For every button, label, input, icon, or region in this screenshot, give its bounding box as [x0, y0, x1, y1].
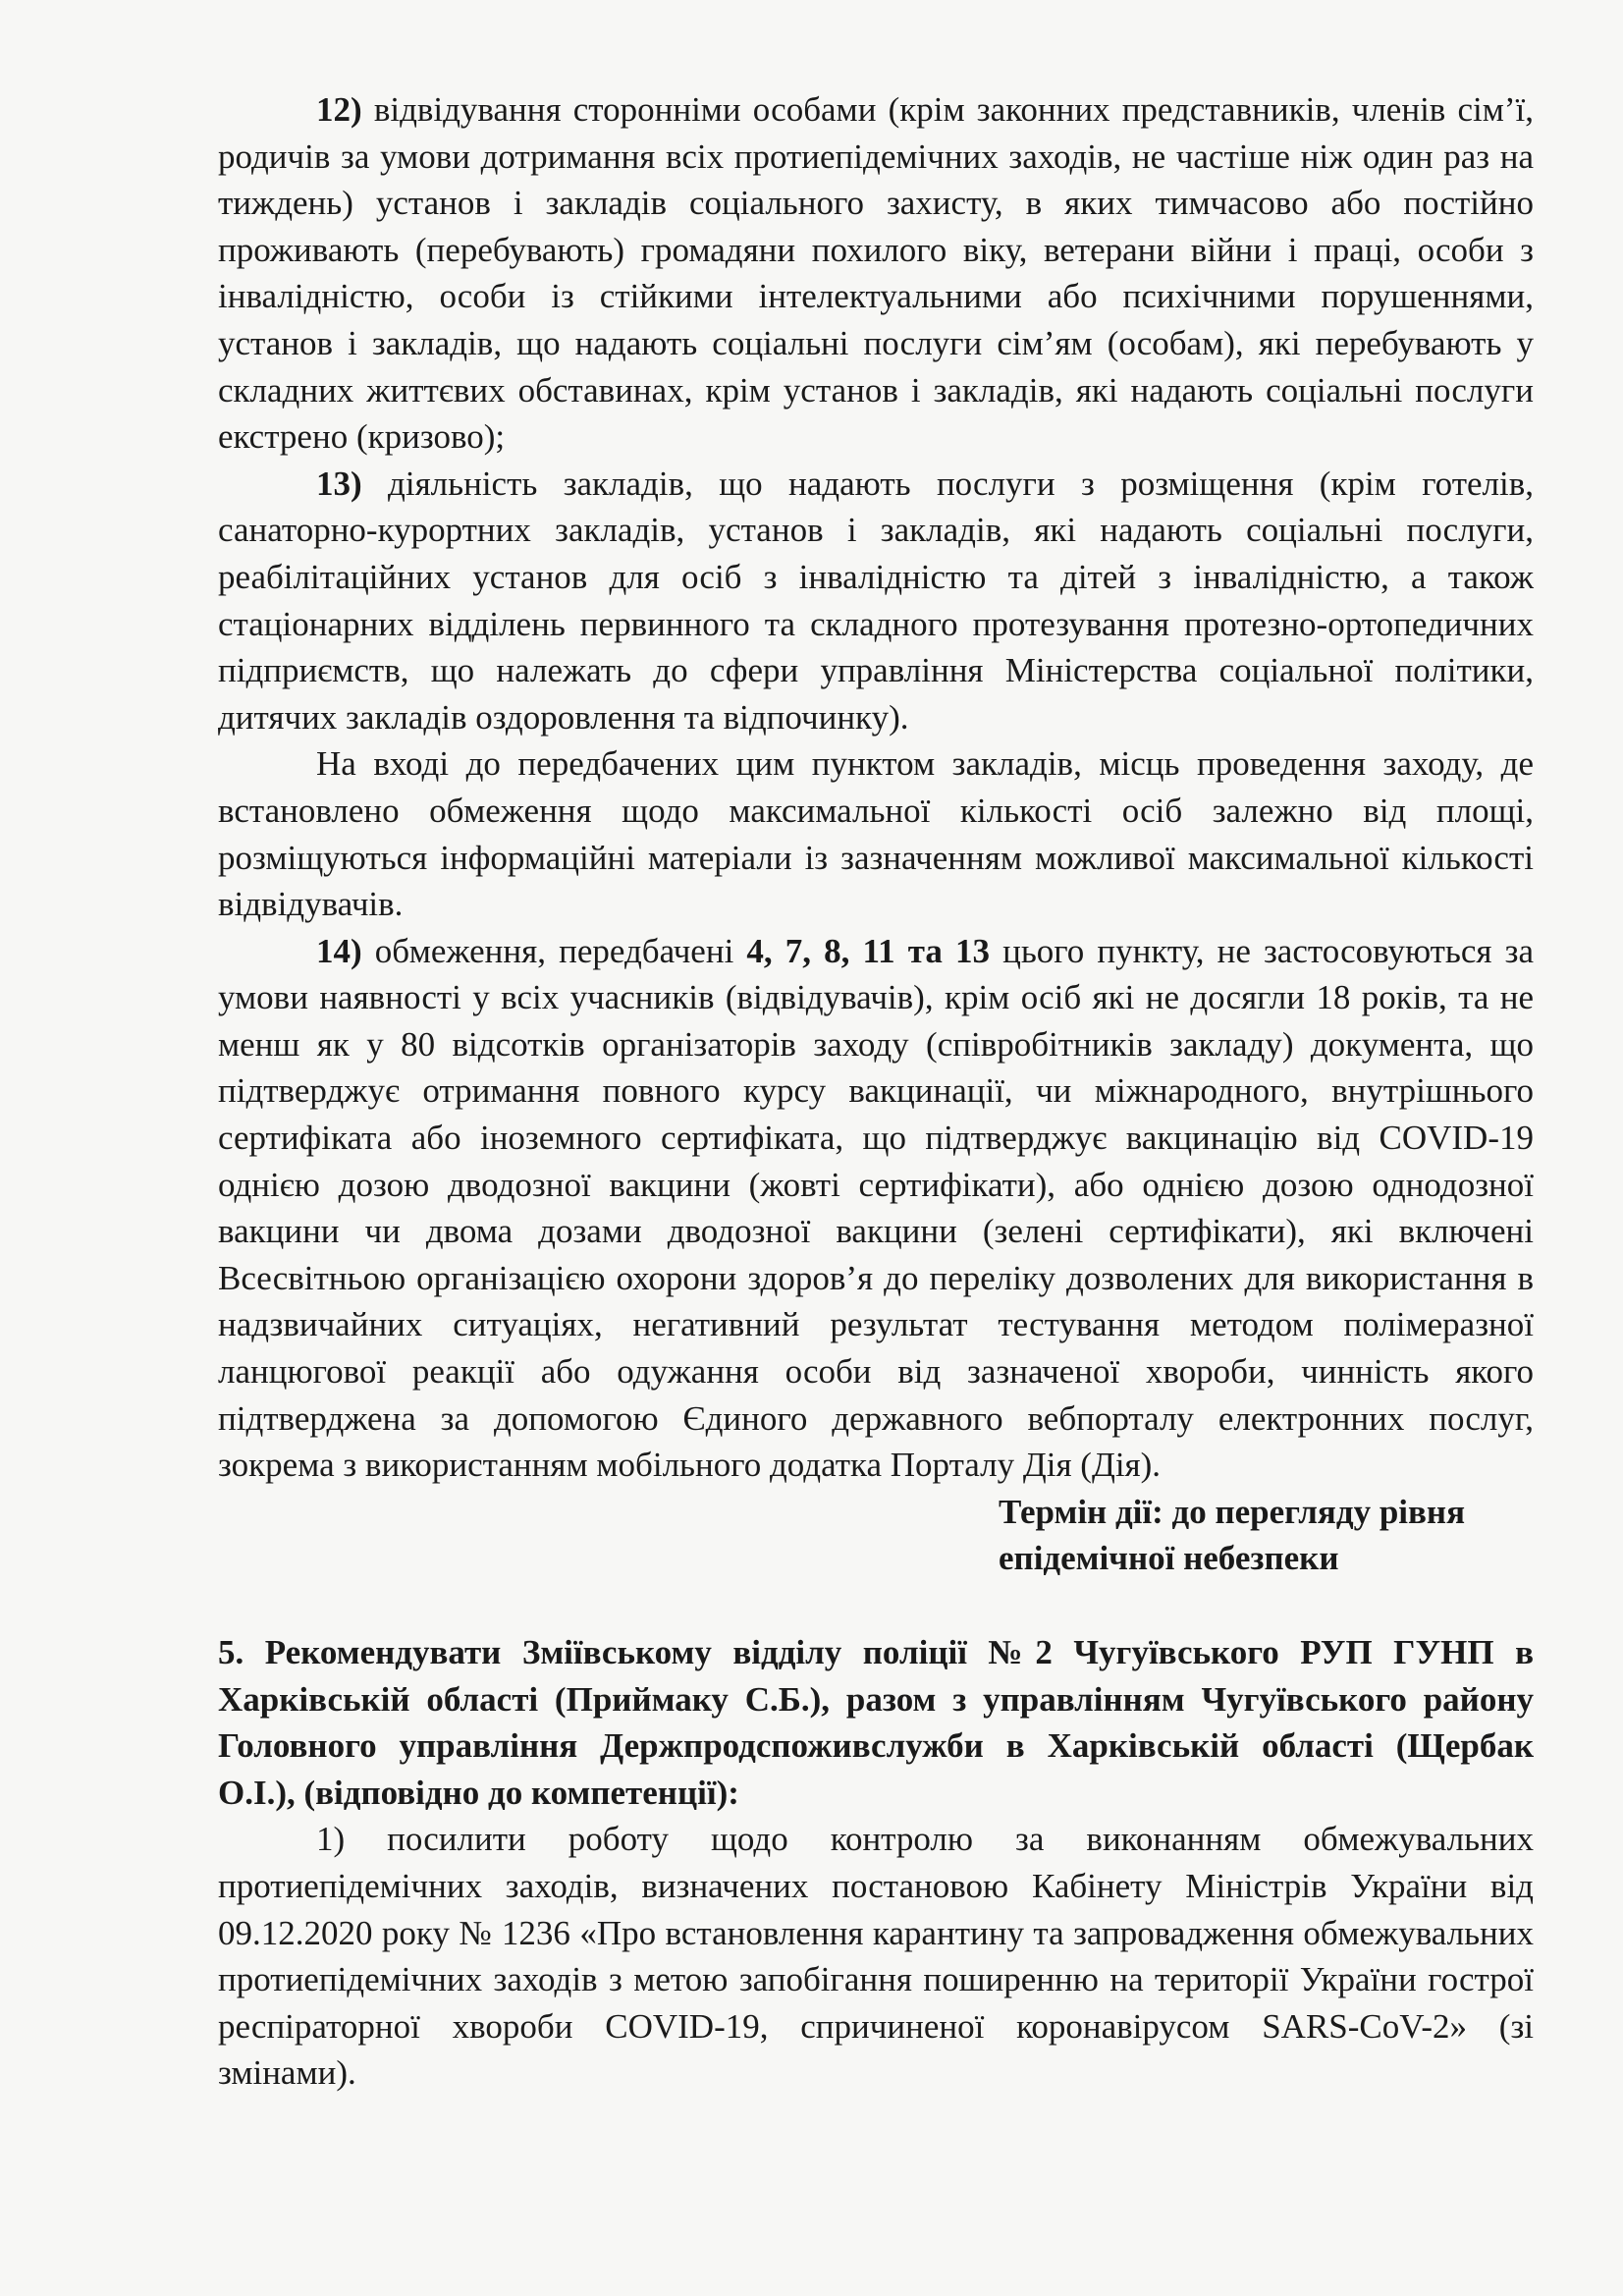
term-line-1: Термін дії: до перегляду рівня [999, 1492, 1466, 1531]
item-13 [218, 461, 1534, 741]
item-14-number: 14) [316, 931, 362, 970]
section-5-heading: 5. Рекомендувати Зміївському відділу поліції №2 Чугуївського РУП ГУНП в Харківській області (Приймаку С.Б.), разом з управлінням Чугуївського району Головного управління Держпродспоживслужби в Харківській області (Щербак О.І.), (відповідно до компетенції): [218, 1633, 1534, 1812]
document-body [218, 86, 1534, 2097]
section-5-item-1-number: 1) [316, 1820, 346, 1859]
item-14-text-before: обмеження, передбачені [374, 931, 734, 970]
item-14 [218, 928, 1534, 1489]
section-5-item-1 [218, 1816, 1534, 2097]
item-12 [218, 86, 1534, 461]
item-12-text: відвідування сторонніми особами (крім законних представників, членів сім’ї, родичів за умови дотримання всіх протиепідемічних заходів, не частіше ніж один раз на тиждень) установ і закладів соціального захисту, в яких тимчасово або постійно проживають (перебувають) громадяни похилого віку, ветерани війни і праці, особи з інвалідністю, особи із стійкими інтелектуальними або психічними порушеннями, установ і закладів, що надають соціальні послуги сім’ям (особам), які перебувають у складних життєвих обставинах, крім установ і закладів, які надають соціальні послуги екстрено (кризово); [218, 90, 1534, 457]
entrance-paragraph: На вході до передбачених цим пунктом закладів, місць проведення заходу, де встановлено обмеження щодо максимальної кількості осіб залежно від площі, розміщуються інформаційні матеріали із зазначенням можливої максимальної кількості відвідувачів. [218, 744, 1534, 924]
term-line-2: епідемічної небезпеки [999, 1539, 1339, 1578]
item-14-refs: 4, 7, 8, 11 та 13 [746, 931, 990, 970]
item-14-text-after: цього пункту, не застосовуються за умови наявності у всіх учасників (відвідувачів), крім осіб які не досягли 18 років, та не менш як у 80 відсотків організаторів заходу (співробітників закладу) документа, що підтверджує отримання повного курсу вакцинації, чи міжнародного, внутрішнього сертифіката або іноземного сертифіката, що підтверджує вакцинацію від COVID-19 однією дозою дводозної вакцини (жовті сертифікати), або однією дозою однодозної вакцини чи двома дозами дводозної вакцини (зелені сертифікати), які включені Всесвітньою організацією охорони здоров’я до переліку дозволених для використання в надзвичайних ситуаціях, негативний результат тестування методом полімеразної ланцюгової реакції або одужання особи від зазначеної хвороби, чинність якого підтверджена за допомогою Єдиного державного вебпорталу електронних послуг, зокрема з використанням мобільного додатка Порталу Дія (Дія). [218, 931, 1534, 1485]
section-5-item-1-text: посилити роботу щодо контролю за виконанням обмежувальних протиепідемічних заходів, визначених постановою Кабінету Міністрів України від 09.12.2020 року № 1236 «Про встановлення карантину та запровадження обмежувальних протиепідемічних заходів з метою запобігання поширенню на території України гострої респіраторної хвороби COVID-19, спричиненої коронавірусом SARS-CoV-2» (зі змінами). [218, 1820, 1535, 2093]
item-13-text: діяльність закладів, що надають послуги з розміщення (крім готелів, санаторно-курортних закладів, установ і закладів, які надають соціальні послуги, реабілітаційних установ для осіб з інвалідністю та дітей з інвалідністю, а також стаціонарних відділень первинного та складного протезування протезно-ортопедичних підприємств, що належать до сфери управління Міністерства соціальної політики, дитячих закладів оздоровлення та відпочинку). [218, 464, 1535, 737]
item-12-number: 12) [316, 90, 362, 129]
item-13-number: 13) [316, 464, 362, 503]
